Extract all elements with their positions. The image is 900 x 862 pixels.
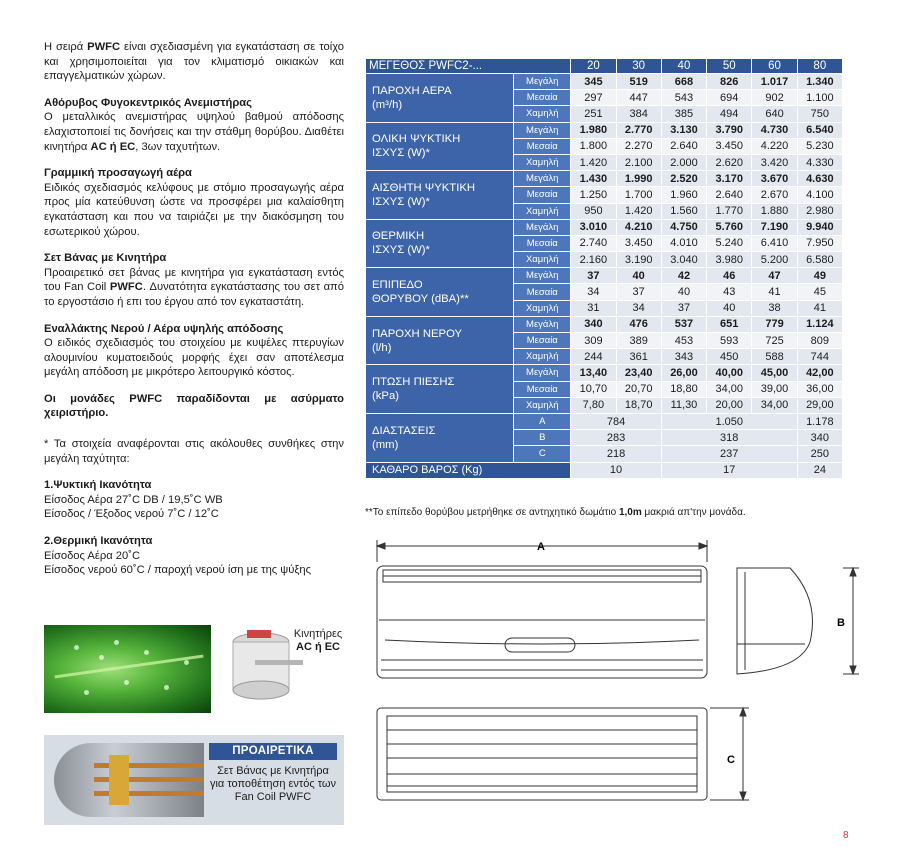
feature-fan: Αθόρυβος Φυγοκεντρικός Ανεμιστήρας Ο μεταλλικός ανεμιστήρας υψηλού βαθμού απόδοσης ελαχιστοποιεί τις δονήσεις και την στάθμη θορύβου. Διαθέτει κινητήρα AC ή EC, 3ων ταχυτήτων. (44, 96, 344, 153)
table-row (366, 219, 843, 235)
table-cell: 42 (661, 268, 706, 284)
table-cell: 29,00 (797, 397, 842, 413)
table-cell: 809 (797, 333, 842, 349)
table-cell: 640 (752, 106, 797, 122)
leaf-image (44, 625, 211, 713)
table-row (366, 122, 843, 138)
table-cell: 20,00 (707, 397, 752, 413)
table-cell: 39,00 (752, 381, 797, 397)
speed-level: Μεσαία (514, 138, 571, 154)
table-cell: 7.950 (797, 235, 842, 251)
table-cell: 826 (707, 74, 752, 90)
speed-level: Μεγάλη (514, 365, 571, 381)
table-cell: 49 (797, 268, 842, 284)
table-cell: 3.450 (616, 235, 661, 251)
feature-title: Αθόρυβος Φυγοκεντρικός Ανεμιστήρας (44, 96, 252, 109)
table-cell: 1.017 (752, 74, 797, 90)
table-cell: 10 (571, 462, 662, 478)
optional-box (44, 735, 344, 825)
table-cell: 41 (797, 300, 842, 316)
table-cell: 2.100 (616, 154, 661, 170)
table-cell: 453 (661, 333, 706, 349)
speed-level: Μεγάλη (514, 171, 571, 187)
table-cell: 47 (752, 268, 797, 284)
table-cell: 42,00 (797, 365, 842, 381)
dim-c-label: C (727, 754, 735, 766)
table-cell: 1.178 (797, 413, 842, 429)
table-cell: 297 (571, 90, 616, 106)
table-cell: 343 (661, 349, 706, 365)
table-cell: 38 (752, 300, 797, 316)
table-cell: 18,70 (616, 397, 661, 413)
table-cell: 7.190 (752, 219, 797, 235)
table-cell: 1.770 (707, 203, 752, 219)
feature-title: Εναλλάκτης Νερού / Αέρα υψηλής απόδοσης (44, 322, 284, 335)
table-cell: 1.990 (616, 171, 661, 187)
table-cell: 4.730 (752, 122, 797, 138)
table-cell: 31 (571, 300, 616, 316)
table-cell: 23,40 (616, 365, 661, 381)
table-cell: 3.790 (707, 122, 752, 138)
delivery-note: Οι μονάδες PWFC παραδίδονται με ασύρματο χειριστήριο. (44, 392, 344, 420)
table-cell: 3.450 (707, 138, 752, 154)
table-cell: 5.760 (707, 219, 752, 235)
table-cell: 902 (752, 90, 797, 106)
intro-paragraph: Η σειρά PWFC είναι σχεδιασμένη για εγκατάσταση σε τοίχο και χρησιμοποιείται για τον κλιματισμό οικιακών και επαγγελματικών χώρων. (44, 41, 344, 83)
table-cell: 37 (571, 268, 616, 284)
page-number: 8 (843, 830, 849, 841)
speed-level: Μεσαία (514, 333, 571, 349)
speed-level: Χαμηλή (514, 252, 571, 268)
row-category: ΠΑΡΟΧΗ ΝΕΡΟΥ (l/h) (366, 316, 514, 365)
table-cell: 34 (616, 300, 661, 316)
speed-level: Μεγάλη (514, 316, 571, 332)
table-cell: 1.420 (616, 203, 661, 219)
table-cell: 1.960 (661, 187, 706, 203)
table-cell: 2.160 (571, 252, 616, 268)
table-cell: 13,40 (571, 365, 616, 381)
speed-level: Μεσαία (514, 187, 571, 203)
table-cell: 2.670 (752, 187, 797, 203)
table-cell: 4.330 (797, 154, 842, 170)
table-cell: 17 (661, 462, 797, 478)
table-cell: 384 (616, 106, 661, 122)
speed-level: Μεγάλη (514, 219, 571, 235)
table-cell: 744 (797, 349, 842, 365)
table-cell: 543 (661, 90, 706, 106)
dim-b-label: B (837, 617, 845, 629)
speed-level: Χαμηλή (514, 349, 571, 365)
table-cell: 40,00 (707, 365, 752, 381)
table-cell: 37 (616, 284, 661, 300)
table-cell: 450 (707, 349, 752, 365)
table-cell: 593 (707, 333, 752, 349)
table-cell: 340 (571, 316, 616, 332)
table-cell: 651 (707, 316, 752, 332)
spec-table (365, 58, 843, 479)
table-cell: 309 (571, 333, 616, 349)
table-cell: 588 (752, 349, 797, 365)
feature-exchanger: Εναλλάκτης Νερού / Αέρα υψηλής απόδοσης Ο ειδικός σχεδιασμός του στοιχείου με κυψέλες πτερυγίων αλουμινίου κυματοειδούς μορφής έχει σαν αποτέλεσμα μεγάλη απόδοση με μικρότερο λειτουργικό κόστος. (44, 322, 344, 379)
table-cell: 4.210 (616, 219, 661, 235)
table-cell: 9.940 (797, 219, 842, 235)
dimension-key: A (514, 413, 571, 429)
table-cell: 2.000 (661, 154, 706, 170)
table-cell: 1.420 (571, 154, 616, 170)
dim-a-label: A (537, 541, 545, 553)
table-header-row: ΜΕΓΕΘΟΣ PWFC2-... 20 30 40 50 60 80 (366, 59, 843, 74)
table-cell: 45,00 (752, 365, 797, 381)
table-cell: 537 (661, 316, 706, 332)
table-row (366, 74, 843, 90)
table-cell: 950 (571, 203, 616, 219)
feature-air: Γραμμική προσαγωγή αέρα Ειδικός σχεδιασμός κελύφους με στόμιο προσαγωγής αέρα προς μία κατεύθυνση ώστε να προσφέρει μια καλαίσθητη εγκατάσταση και που να ταιριάζει με την διακόσμηση του εσωτερικού χώρου. (44, 167, 344, 238)
table-cell: 318 (661, 430, 797, 446)
speed-level: Χαμηλή (514, 397, 571, 413)
table-cell: 36,00 (797, 381, 842, 397)
table-title: ΜΕΓΕΘΟΣ PWFC2-... (366, 59, 571, 74)
row-category: ΠΑΡΟΧΗ ΑΕΡΑ (m³/h) (366, 74, 514, 123)
table-cell: 694 (707, 90, 752, 106)
table-cell: 3.170 (707, 171, 752, 187)
speed-level: Μεσαία (514, 284, 571, 300)
table-cell: 385 (661, 106, 706, 122)
table-cell: 2.770 (616, 122, 661, 138)
table-cell: 11,30 (661, 397, 706, 413)
speed-level: Μεγάλη (514, 74, 571, 90)
speed-level: Χαμηλή (514, 203, 571, 219)
dimension-drawing (365, 530, 860, 830)
noise-note: **Το επίπεδο θορύβου μετρήθηκε σε αντηχητικό δωμάτιο 1,0m μακριά απ'την μονάδα. (365, 507, 746, 518)
table-cell: 10,70 (571, 381, 616, 397)
table-cell: 45 (797, 284, 842, 300)
motor-label: Κινητήρες AC ή EC (293, 628, 343, 653)
table-cell: 1.980 (571, 122, 616, 138)
table-row (366, 268, 843, 284)
table-cell: 37 (661, 300, 706, 316)
table-row (366, 365, 843, 381)
row-category: ΠΤΩΣΗ ΠΙΕΣΗΣ (kPa) (366, 365, 514, 414)
table-cell: 2.640 (707, 187, 752, 203)
dimension-key: C (514, 446, 571, 462)
table-cell: 779 (752, 316, 797, 332)
table-cell: 218 (571, 446, 662, 462)
table-row (366, 413, 843, 429)
table-cell: 389 (616, 333, 661, 349)
table-cell: 34,00 (752, 397, 797, 413)
table-cell: 6.580 (797, 252, 842, 268)
table-cell: 7,80 (571, 397, 616, 413)
table-cell: 46 (707, 268, 752, 284)
table-cell: 4.010 (661, 235, 706, 251)
table-cell: 750 (797, 106, 842, 122)
table-cell: 283 (571, 430, 662, 446)
table-cell: 447 (616, 90, 661, 106)
table-cell: 476 (616, 316, 661, 332)
table-cell: 24 (797, 462, 842, 478)
table-cell: 251 (571, 106, 616, 122)
speed-level: Χαμηλή (514, 300, 571, 316)
table-cell: 4.100 (797, 187, 842, 203)
table-cell: 2.980 (797, 203, 842, 219)
table-cell: 1.800 (571, 138, 616, 154)
table-cell: 784 (571, 413, 662, 429)
table-cell: 2.270 (616, 138, 661, 154)
table-cell: 519 (616, 74, 661, 90)
table-cell: 1.250 (571, 187, 616, 203)
table-cell: 2.740 (571, 235, 616, 251)
speed-level: Μεσαία (514, 90, 571, 106)
table-cell: 494 (707, 106, 752, 122)
table-cell: 340 (797, 430, 842, 446)
table-cell: 1.560 (661, 203, 706, 219)
table-cell: 3.010 (571, 219, 616, 235)
table-cell: 34 (571, 284, 616, 300)
row-category: ΔΙΑΣΤΑΣΕΙΣ (mm) (366, 413, 514, 462)
table-cell: 725 (752, 333, 797, 349)
table-cell: 40 (707, 300, 752, 316)
table-cell: 5.230 (797, 138, 842, 154)
table-cell: 20,70 (616, 381, 661, 397)
table-cell: 1.430 (571, 171, 616, 187)
table-cell: 43 (707, 284, 752, 300)
table-cell: 3.980 (707, 252, 752, 268)
valve-image (54, 743, 204, 817)
speed-level: Χαμηλή (514, 106, 571, 122)
row-category: ΑΙΣΘΗΤΗ ΨΥΚΤΙΚΗ ΙΣΧΥΣ (W)* (366, 171, 514, 220)
table-cell: 250 (797, 446, 842, 462)
table-cell: 4.630 (797, 171, 842, 187)
table-cell: 237 (661, 446, 797, 462)
table-row (366, 462, 843, 478)
feature-title: Γραμμική προσαγωγή αέρα (44, 167, 192, 180)
table-cell: 4.750 (661, 219, 706, 235)
table-cell: 3.130 (661, 122, 706, 138)
table-cell: 2.520 (661, 171, 706, 187)
table-cell: 1.124 (797, 316, 842, 332)
table-cell: 5.240 (707, 235, 752, 251)
table-cell: 34,00 (707, 381, 752, 397)
table-cell: 4.220 (752, 138, 797, 154)
speed-level: Μεσαία (514, 235, 571, 251)
table-cell: 18,80 (661, 381, 706, 397)
table-cell: 3.420 (752, 154, 797, 170)
table-cell: 5.200 (752, 252, 797, 268)
table-cell: 668 (661, 74, 706, 90)
table-cell: 1.100 (797, 90, 842, 106)
feature-title: Σετ Βάνας με Κινητήρα (44, 252, 167, 265)
table-cell: 3.190 (616, 252, 661, 268)
row-category: ΚΑΘΑΡΟ ΒΑΡΟΣ (Kg) (366, 462, 571, 478)
table-cell: 244 (571, 349, 616, 365)
table-cell: 2.620 (707, 154, 752, 170)
row-category: ΘΕΡΜΙΚΗ ΙΣΧΥΣ (W)* (366, 219, 514, 268)
dimension-key: B (514, 430, 571, 446)
table-row (366, 171, 843, 187)
table-cell: 41 (752, 284, 797, 300)
speed-level: Μεγάλη (514, 122, 571, 138)
table-cell: 345 (571, 74, 616, 90)
table-cell: 2.640 (661, 138, 706, 154)
table-cell: 6.410 (752, 235, 797, 251)
speed-level: Χαμηλή (514, 154, 571, 170)
table-cell: 3.040 (661, 252, 706, 268)
speed-level: Μεγάλη (514, 268, 571, 284)
table-cell: 6.540 (797, 122, 842, 138)
table-cell: 40 (661, 284, 706, 300)
description-column (44, 40, 344, 578)
row-category: ΟΛΙΚΗ ΨΥΚΤΙΚΗ ΙΣΧΥΣ (W)* (366, 122, 514, 171)
table-cell: 26,00 (661, 365, 706, 381)
conditions: * Τα στοιχεία αναφέρονται στις ακόλουθες συνθήκες στην μεγάλη ταχύτητα: 1.Ψυκτική Ικανότητα Είσοδος Αέρα 27˚C DB / 19,5˚C WB Είσοδος / Έξοδος νερού 7˚C / 12˚C 2.Θερμική Ικανότητα Είσοδος Αέρα 20˚C Είσοδος νερού 60˚C / παροχή νερού ίση με της ψύξης (44, 438, 344, 577)
table-cell: 1.700 (616, 187, 661, 203)
table-row (366, 316, 843, 332)
table-cell: 1.880 (752, 203, 797, 219)
table-cell: 3.670 (752, 171, 797, 187)
table-cell: 361 (616, 349, 661, 365)
table-cell: 40 (616, 268, 661, 284)
table-cell: 1.340 (797, 74, 842, 90)
optional-badge: ΠΡΟΑΙΡΕΤΙΚΑ (209, 743, 337, 760)
row-category: ΕΠΙΠΕΔΟ ΘΟΡΥΒΟΥ (dBA)** (366, 268, 514, 317)
optional-text: Σετ Βάνας με Κινητήρα για τοποθέτηση εντός των Fan Coil PWFC (209, 765, 336, 803)
feature-valve: Σετ Βάνας με Κινητήρα Προαιρετικό σετ βάνας με κινητήρα για εγκατάσταση εντός του Fan Coil PWFC. Δυνατότητα εγκατάστασης του σετ από το εργοστάσιο ή επι του έργου από τον εγκαταστάτη. (44, 252, 344, 308)
table-cell: 1.050 (661, 413, 797, 429)
speed-level: Μεσαία (514, 381, 571, 397)
